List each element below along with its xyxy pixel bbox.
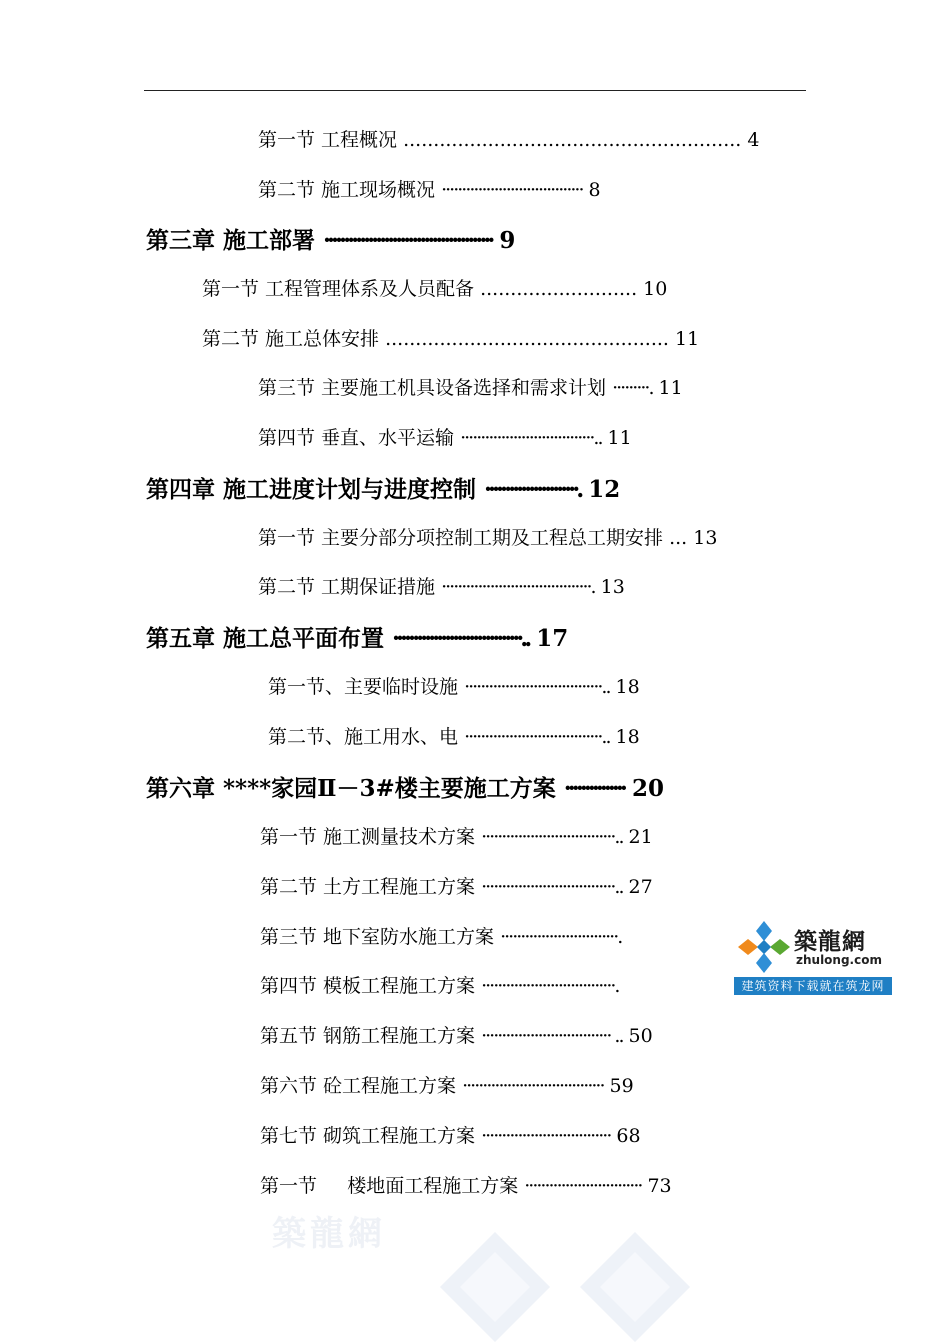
toc-entry-label: 第二节 施工现场概况 xyxy=(258,179,436,201)
logo-slogan: 建筑资料下载就在筑龙网 xyxy=(734,977,892,995)
toc-entry[interactable] xyxy=(260,928,621,947)
toc-chapter-leader: ································.. xyxy=(392,625,529,652)
toc-entry-label: 第一节 楼地面工程施工方案 xyxy=(260,1175,519,1197)
toc-entry-page: 11 xyxy=(658,377,683,399)
toc-entry-page: 21 xyxy=(628,826,653,848)
toc-entry-leader: ··································· xyxy=(441,179,583,201)
toc-entry-leader: ·································.. xyxy=(460,427,602,449)
toc-entry[interactable] xyxy=(258,529,717,548)
toc-entry-label: 第一节、主要临时设施 xyxy=(268,676,459,698)
toc-chapter-page: 9 xyxy=(499,227,516,254)
toc-chapter-label: 第三章 施工部署 xyxy=(146,227,316,254)
toc-chapter-page: 20 xyxy=(631,775,664,802)
toc-entry-leader: ·····························. xyxy=(500,926,622,948)
watermark-text: 築龍網 xyxy=(272,1214,386,1254)
toc-chapter[interactable] xyxy=(146,229,515,252)
toc-entry-leader: ··································· xyxy=(462,1075,604,1097)
toc-entry-leader: ·····································. xyxy=(441,576,595,598)
toc-entry-leader: ····························· xyxy=(524,1175,642,1197)
toc-entry-label: 第一节 工程管理体系及人员配备 xyxy=(202,278,475,300)
toc-entry-leader: ································ .. xyxy=(481,1025,623,1047)
toc-entry-leader: ································ xyxy=(481,1125,611,1147)
toc-entry-leader: ··································.. xyxy=(464,726,610,748)
toc-chapter-leader: ·········································· xyxy=(323,227,492,254)
toc-chapter-label: 第六章 ****家园Ⅱ－3#楼主要施工方案 xyxy=(146,775,556,802)
toc-entry[interactable] xyxy=(260,1027,653,1046)
toc-chapter[interactable] xyxy=(146,777,664,800)
toc-entry[interactable] xyxy=(202,330,699,349)
toc-chapter-page: 17 xyxy=(536,625,569,652)
toc-entry[interactable] xyxy=(258,578,625,597)
toc-entry-page: 27 xyxy=(628,876,653,898)
toc-entry[interactable] xyxy=(258,429,632,448)
toc-entry-label: 第五节 钢筋工程施工方案 xyxy=(260,1025,476,1047)
toc-entry-label: 第二节 工期保证措施 xyxy=(258,576,436,598)
toc-chapter[interactable] xyxy=(146,478,620,501)
toc-chapter-leader: ·······················. xyxy=(484,476,581,503)
toc-entry-label: 第一节 主要分部分项控制工期及工程总工期安排 xyxy=(258,527,664,549)
toc-entry[interactable] xyxy=(268,728,640,747)
toc-entry-label: 第三节 主要施工机具设备选择和需求计划 xyxy=(258,377,607,399)
toc-entry-leader: ·································.. xyxy=(481,826,623,848)
header-rule xyxy=(144,90,806,91)
toc-entry-label: 第二节 施工总体安排 xyxy=(202,328,380,350)
toc-entry-page: 59 xyxy=(609,1075,634,1097)
toc-entry-page: 68 xyxy=(616,1125,641,1147)
toc-entry-page: 4 xyxy=(747,129,760,151)
toc-entry-leader: ·········. xyxy=(612,377,653,399)
toc-entry-leader: ·································.. xyxy=(481,876,623,898)
zhulong-logo[interactable] xyxy=(734,917,892,995)
watermark-mark-icon xyxy=(440,1232,550,1342)
toc-entry-label: 第四节 垂直、水平运输 xyxy=(258,427,455,449)
toc-entry[interactable] xyxy=(260,1077,634,1096)
toc-entry[interactable] xyxy=(260,1177,672,1196)
toc-entry-page: 10 xyxy=(643,278,668,300)
toc-entry-label: 第七节 砌筑工程施工方案 xyxy=(260,1125,476,1147)
toc-entry[interactable] xyxy=(258,131,759,150)
toc-chapter-leader: ··············· xyxy=(563,775,624,802)
toc-entry[interactable] xyxy=(260,1127,641,1146)
toc-chapter-page: 12 xyxy=(588,476,621,503)
toc-entry[interactable] xyxy=(260,878,653,897)
toc-entry-label: 第二节 土方工程施工方案 xyxy=(260,876,476,898)
logo-name: 築龍網 xyxy=(794,928,866,955)
toc-chapter-label: 第五章 施工总平面布置 xyxy=(146,625,385,652)
toc-entry-leader: ... xyxy=(669,527,688,549)
toc-entry-label: 第一节 施工测量技术方案 xyxy=(260,826,476,848)
logo-domain: zhulong.com xyxy=(796,953,882,967)
toc-entry[interactable] xyxy=(258,379,683,398)
toc-entry-label: 第三节 地下室防水施工方案 xyxy=(260,926,495,948)
toc-entry-page: 11 xyxy=(675,328,700,350)
toc-entry-page: 11 xyxy=(607,427,632,449)
toc-entry-page: 50 xyxy=(628,1025,653,1047)
toc-entry[interactable] xyxy=(258,181,601,200)
toc-entry-leader: ............................................... xyxy=(385,328,669,350)
toc-chapter-label: 第四章 施工进度计划与进度控制 xyxy=(146,476,477,503)
toc-entry-label: 第二节、施工用水、电 xyxy=(268,726,459,748)
logo-mark-icon xyxy=(736,919,792,975)
toc-entry[interactable] xyxy=(268,678,640,697)
toc-chapter[interactable] xyxy=(146,627,568,650)
toc-entry-page: 13 xyxy=(600,576,625,598)
toc-entry-page: 18 xyxy=(615,726,640,748)
toc-entry-label: 第六节 砼工程施工方案 xyxy=(260,1075,457,1097)
toc-entry-page: 73 xyxy=(647,1175,672,1197)
toc-entry-leader: ·································. xyxy=(481,975,619,997)
toc-entry-label: 第四节 模板工程施工方案 xyxy=(260,975,476,997)
toc-entry-page: 18 xyxy=(615,676,640,698)
toc-entry-leader: ........................................................ xyxy=(403,129,742,151)
toc-entry-label: 第一节 工程概况 xyxy=(258,129,398,151)
toc-entry[interactable] xyxy=(260,977,618,996)
toc-entry-page: 13 xyxy=(693,527,718,549)
watermark-mark-icon xyxy=(580,1232,690,1342)
toc-entry-leader: ··································.. xyxy=(464,676,610,698)
toc-entry[interactable] xyxy=(260,828,653,847)
toc-entry[interactable] xyxy=(202,280,667,299)
toc-entry-page: 8 xyxy=(588,179,601,201)
toc-entry-leader: .......................... xyxy=(480,278,638,300)
